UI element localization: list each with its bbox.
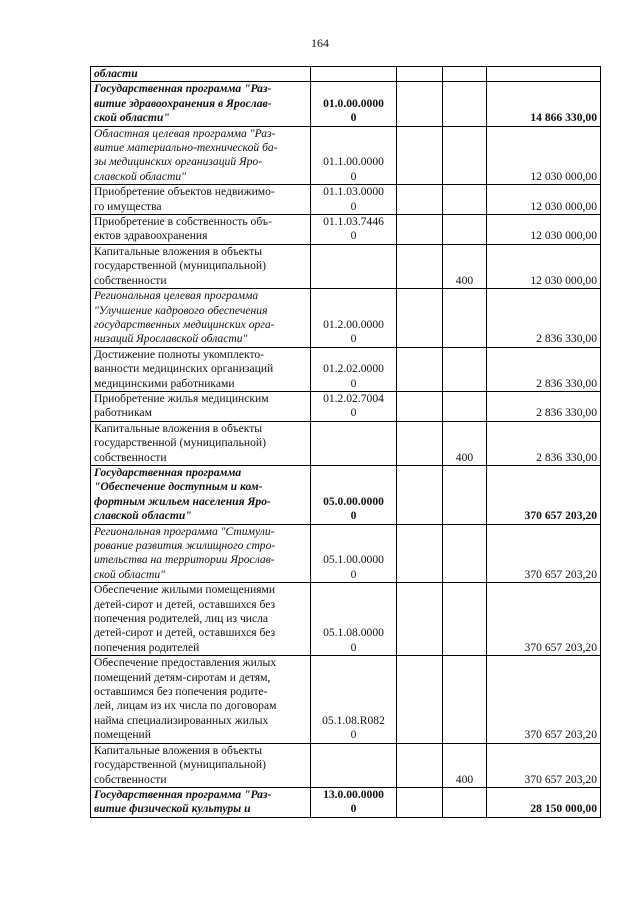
table-row [91, 347, 601, 391]
cell-empty [397, 82, 443, 126]
cell-name [91, 583, 311, 656]
cell-name [91, 289, 311, 348]
cell-code-line: 0 [350, 111, 357, 125]
cell-code-line: 0 [350, 169, 357, 183]
cell-code [311, 743, 397, 787]
cell-name [91, 215, 311, 245]
table-row [91, 215, 601, 245]
cell-sum [487, 67, 601, 82]
budget-table [90, 66, 601, 818]
cell-name-line: ительства на территории Ярослав- [94, 553, 275, 567]
cell-name-line: фортным жильем населения Яро- [94, 494, 271, 508]
table-row [91, 82, 601, 126]
table-row [91, 126, 601, 185]
cell-empty [397, 656, 443, 743]
cell-sum: 2 836 330,00 [487, 347, 601, 391]
cell-vid: 400 [443, 743, 487, 787]
cell-sum: 28 150 000,00 [487, 787, 601, 817]
cell-name-line: Региональная программа "Стимули- [94, 524, 275, 538]
cell-name-line: найма специализированных жилых [94, 713, 269, 727]
cell-code [311, 67, 397, 82]
table-row [91, 524, 601, 583]
cell-empty [397, 743, 443, 787]
cell-code-line: 0 [350, 509, 357, 523]
cell-code [311, 787, 397, 817]
cell-code-line: 0 [350, 406, 357, 420]
cell-code [311, 82, 397, 126]
cell-sum: 370 657 203,20 [487, 656, 601, 743]
cell-name-line: детей-сирот и детей, оставшихся без [94, 626, 276, 640]
cell-code [311, 244, 397, 288]
cell-sum: 370 657 203,20 [487, 524, 601, 583]
cell-name-line: низаций Ярославской области" [94, 332, 248, 346]
cell-sum: 370 657 203,20 [487, 583, 601, 656]
table-row [91, 391, 601, 421]
cell-code-line: 0 [350, 332, 357, 346]
cell-name [91, 391, 311, 421]
cell-name-line: Приобретение в собственность объ- [94, 215, 272, 229]
cell-name-line: го имущества [94, 199, 162, 213]
cell-name-line: Государственная программа [94, 465, 242, 479]
cell-empty [397, 126, 443, 185]
cell-name-line: "Улучшение кадрового обеспечения [94, 303, 268, 317]
cell-code [311, 126, 397, 185]
cell-code-line: 05.1.08.0000 [323, 626, 384, 640]
cell-code-line: 01.2.02.0000 [323, 362, 384, 376]
cell-empty [397, 185, 443, 215]
cell-name-line: ектов здравоохранения [94, 229, 208, 243]
cell-name-line: Приобретение жилья медицинским [94, 391, 269, 405]
cell-code [311, 421, 397, 465]
cell-name-line: ской области" [94, 567, 165, 581]
budget-table-body [91, 67, 601, 818]
cell-name-line: славской области" [94, 509, 192, 523]
cell-vid: 400 [443, 244, 487, 288]
cell-code-line: 0 [350, 567, 357, 581]
cell-name [91, 787, 311, 817]
cell-name-line: государственной (муниципальной) [94, 758, 266, 772]
cell-name-line: витие здравоохранения в Ярослав- [94, 96, 272, 110]
cell-sum: 2 836 330,00 [487, 391, 601, 421]
cell-sum: 14 866 330,00 [487, 82, 601, 126]
cell-name-line: государственной (муниципальной) [94, 436, 266, 450]
cell-name-line: ской области" [94, 111, 170, 125]
cell-name-line: зы медицинских организаций Яро- [94, 155, 263, 169]
cell-empty [397, 524, 443, 583]
cell-code-line: 0 [350, 728, 357, 742]
cell-name-line: государственной (муниципальной) [94, 259, 266, 273]
table-row [91, 583, 601, 656]
cell-name-line: собственности [94, 273, 167, 287]
cell-empty [397, 244, 443, 288]
cell-name-line: Обеспечение жилыми помещениями [94, 583, 276, 597]
cell-name [91, 347, 311, 391]
cell-empty [397, 215, 443, 245]
cell-sum: 12 030 000,00 [487, 215, 601, 245]
cell-name-line: Достижение полноты укомплекто- [94, 347, 265, 361]
cell-name-line: ванности медицинских организаций [94, 362, 274, 376]
cell-name [91, 465, 311, 524]
cell-empty [397, 67, 443, 82]
cell-vid [443, 82, 487, 126]
cell-code [311, 347, 397, 391]
cell-empty [397, 421, 443, 465]
cell-sum: 370 657 203,20 [487, 743, 601, 787]
cell-name-line: Обеспечение предоставления жилых [94, 656, 277, 670]
cell-name [91, 185, 311, 215]
cell-name-line: собственности [94, 772, 167, 786]
cell-code-line: 0 [350, 199, 357, 213]
cell-name [91, 244, 311, 288]
cell-code-line: 05.1.08.R082 [322, 713, 385, 727]
cell-name [91, 524, 311, 583]
table-row [91, 421, 601, 465]
cell-code [311, 524, 397, 583]
cell-vid [443, 289, 487, 348]
cell-name-line: Капитальные вложения в объекты [94, 743, 263, 757]
cell-name-line: попечения родителей [94, 640, 200, 654]
cell-code [311, 391, 397, 421]
cell-code-line: 01.2.00.0000 [323, 317, 384, 331]
cell-vid [443, 583, 487, 656]
cell-vid [443, 126, 487, 185]
cell-name-line: "Обеспечение доступным и ком- [94, 480, 263, 494]
table-row [91, 656, 601, 743]
cell-code [311, 185, 397, 215]
cell-vid [443, 465, 487, 524]
cell-code-line: 0 [350, 640, 357, 654]
cell-name-line: лей, лицам из их числа по договорам [94, 699, 277, 713]
cell-name-line: собственности [94, 450, 167, 464]
cell-sum: 2 836 330,00 [487, 289, 601, 348]
cell-vid [443, 67, 487, 82]
cell-empty [397, 289, 443, 348]
cell-name-line: помещений детям-сиротам и детям, [94, 670, 271, 684]
cell-name-line: государственных медицинских орга- [94, 317, 275, 331]
cell-name-line: славской области" [94, 169, 187, 183]
cell-code [311, 465, 397, 524]
cell-sum: 370 657 203,20 [487, 465, 601, 524]
cell-empty [397, 787, 443, 817]
cell-code-line: 01.0.00.0000 [323, 96, 384, 110]
cell-name-line: рование развития жилищного стро- [94, 539, 276, 552]
cell-vid [443, 656, 487, 743]
cell-vid [443, 524, 487, 583]
cell-name-line: Областная целевая программа "Раз- [94, 126, 276, 140]
cell-name [91, 743, 311, 787]
table-row [91, 743, 601, 787]
cell-code-line: 01.1.03.7446 [323, 215, 384, 229]
cell-code [311, 289, 397, 348]
cell-name [91, 126, 311, 185]
cell-code [311, 583, 397, 656]
cell-code-line: 05.1.00.0000 [323, 553, 384, 567]
table-row [91, 67, 601, 82]
cell-name-line: Государственная программа "Раз- [94, 787, 272, 801]
cell-empty [397, 465, 443, 524]
table-row [91, 289, 601, 348]
cell-code [311, 215, 397, 245]
cell-sum: 12 030 000,00 [487, 244, 601, 288]
cell-name-line: витие физической культуры и [94, 802, 251, 816]
cell-code-line: 0 [350, 802, 357, 816]
cell-code-line: 01.2.02.7004 [323, 391, 384, 405]
cell-code-line: 05.0.00.0000 [323, 494, 384, 508]
cell-code-line: 0 [350, 376, 357, 390]
cell-name-line: попечения родителей, лиц из числа [94, 612, 269, 626]
cell-name-line: оставшимся без попечения родите- [94, 685, 268, 699]
cell-name [91, 82, 311, 126]
cell-code-line: 13.0.00.0000 [323, 787, 384, 801]
page-number: 164 [311, 36, 329, 50]
cell-name-line: витие материально-технической ба- [94, 141, 278, 155]
table-row [91, 787, 601, 817]
cell-vid [443, 787, 487, 817]
cell-vid [443, 215, 487, 245]
cell-code-line: 01.1.00.0000 [323, 155, 384, 169]
cell-name-line: медицинскими работниками [94, 376, 235, 390]
table-row [91, 185, 601, 215]
cell-name-line: области [94, 67, 138, 80]
cell-vid [443, 347, 487, 391]
table-row [91, 465, 601, 524]
cell-name-line: помещений [94, 728, 151, 742]
cell-name-line: Региональная целевая программа [94, 289, 259, 303]
cell-empty [397, 347, 443, 391]
cell-sum: 12 030 000,00 [487, 185, 601, 215]
cell-name-line: Приобретение объектов недвижимо- [94, 185, 275, 199]
cell-name-line: работникам [94, 406, 152, 420]
cell-name [91, 656, 311, 743]
cell-sum: 12 030 000,00 [487, 126, 601, 185]
cell-name [91, 421, 311, 465]
cell-vid [443, 391, 487, 421]
cell-name-line: Капитальные вложения в объекты [94, 421, 263, 435]
cell-code-line: 0 [350, 229, 357, 243]
cell-empty [397, 583, 443, 656]
cell-sum: 2 836 330,00 [487, 421, 601, 465]
cell-code-line: 01.1.03.0000 [323, 185, 384, 199]
cell-name-line: детей-сирот и детей, оставшихся без [94, 597, 276, 611]
cell-code [311, 656, 397, 743]
cell-name [91, 67, 311, 82]
cell-name-line: Капитальные вложения в объекты [94, 244, 263, 258]
cell-vid [443, 185, 487, 215]
table-row [91, 244, 601, 288]
cell-name-line: Государственная программа "Раз- [94, 82, 272, 96]
cell-empty [397, 391, 443, 421]
cell-vid: 400 [443, 421, 487, 465]
